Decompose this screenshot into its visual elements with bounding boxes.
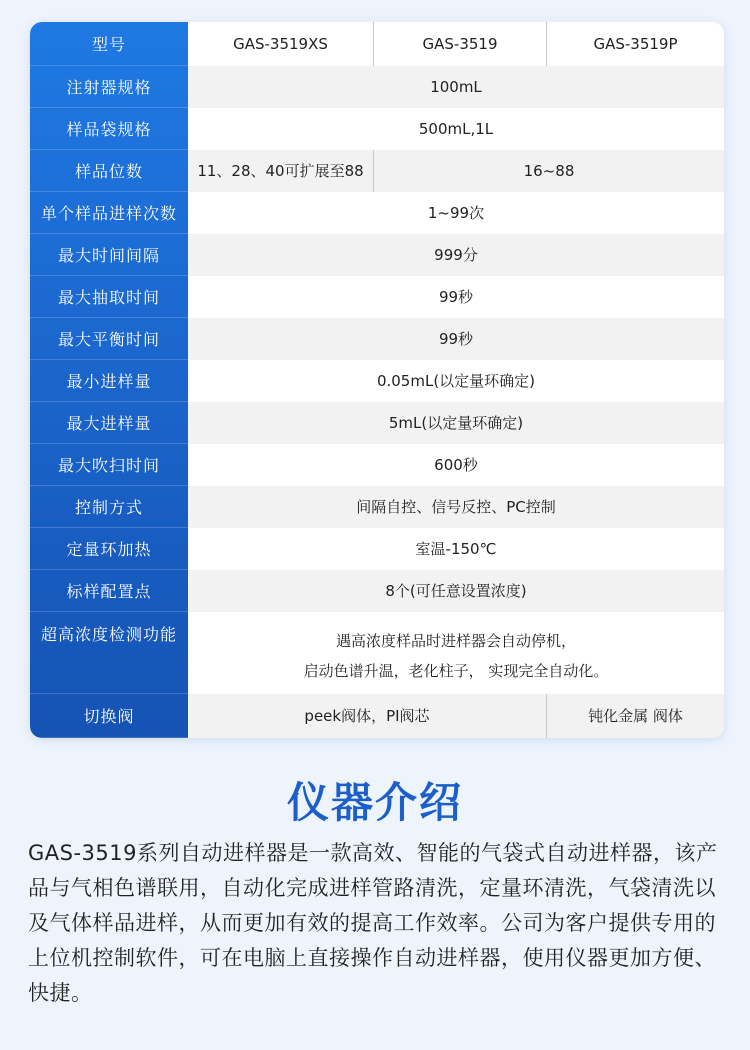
row-label: 最大进样量: [30, 402, 188, 444]
row-value: 999分: [434, 246, 478, 264]
table-row: [30, 694, 724, 738]
row-label: 最大平衡时间: [30, 318, 188, 360]
row-label: 控制方式: [30, 486, 188, 528]
model-gas-3519: GAS-3519: [373, 22, 546, 66]
table-row: [30, 486, 724, 528]
table-row: [30, 612, 724, 694]
row-label: 切换阀: [30, 694, 188, 738]
table-row: [30, 570, 724, 612]
row-value: 8个(可任意设置浓度): [385, 582, 527, 600]
row-label: 最大吹扫时间: [30, 444, 188, 486]
table-row: [30, 444, 724, 486]
row-value: 1~99次: [427, 204, 485, 222]
row-value: 99秒: [438, 330, 474, 348]
row-value: 600秒: [434, 456, 478, 474]
table-row: [30, 276, 724, 318]
table-row: [30, 234, 724, 276]
table-header-row: [30, 22, 724, 66]
row-value: 间隔自控、信号反控、PC控制: [356, 498, 556, 516]
table-row: [30, 66, 724, 108]
model-gas-3519p: GAS-3519P: [546, 22, 724, 66]
row-value: 100mL: [430, 78, 482, 96]
row-label: 标样配置点: [30, 570, 188, 612]
model-gas-3519xs: GAS-3519XS: [233, 35, 328, 53]
row-value-line-2: 启动色谱升温，老化柱子， 实现完全自动化。: [303, 662, 609, 680]
row-label: 最大时间间隔: [30, 234, 188, 276]
row-label: 样品袋规格: [30, 108, 188, 150]
table-row: [30, 150, 724, 192]
model-label: 型号: [30, 22, 188, 66]
row-label: 超高浓度检测功能: [30, 612, 188, 694]
table-row: [30, 192, 724, 234]
row-value: 5mL(以定量环确定): [388, 414, 524, 432]
table-row: [30, 108, 724, 150]
row-label: 注射器规格: [30, 66, 188, 108]
row-value-xs: 11、28、40可扩展至88: [197, 162, 364, 180]
row-value: 室温-150℃: [415, 540, 497, 558]
row-value: 0.05mL(以定量环确定): [376, 372, 536, 390]
row-label: 最小进样量: [30, 360, 188, 402]
row-value-line-1: 遇高浓度样品时进样器会自动停机，: [335, 632, 576, 650]
table-row: [30, 360, 724, 402]
table-row: [30, 528, 724, 570]
row-label: 样品位数: [30, 150, 188, 192]
spec-table: [30, 22, 724, 738]
row-value: 500mL,1L: [418, 120, 494, 138]
row-label: 单个样品进样次数: [30, 192, 188, 234]
intro-paragraph: GAS-3519系列自动进样器是一款高效、智能的气袋式自动进样器，该产品与气相色谱联用，自动化完成进样管路清洗，定量环清洗，气袋清洗以及气体样品进样，从而更加有效的提高工作效率。公司为客户提供专用的上位机控制软件，可在电脑上直接操作自动进样器，使用仪器更加方便、快捷。: [28, 841, 718, 1005]
row-value-peek: peek阀体，PI阀芯: [304, 707, 430, 725]
row-value: 99秒: [438, 288, 474, 306]
row-value-other: 16~88: [373, 150, 724, 192]
row-label: 最大抽取时间: [30, 276, 188, 318]
section-title: 仪器介绍: [286, 778, 463, 827]
row-value-metal: 钝化金属 阀体: [546, 694, 724, 738]
table-row: [30, 402, 724, 444]
row-value-multiline: [188, 612, 724, 694]
row-label: 定量环加热: [30, 528, 188, 570]
table-row: [30, 318, 724, 360]
